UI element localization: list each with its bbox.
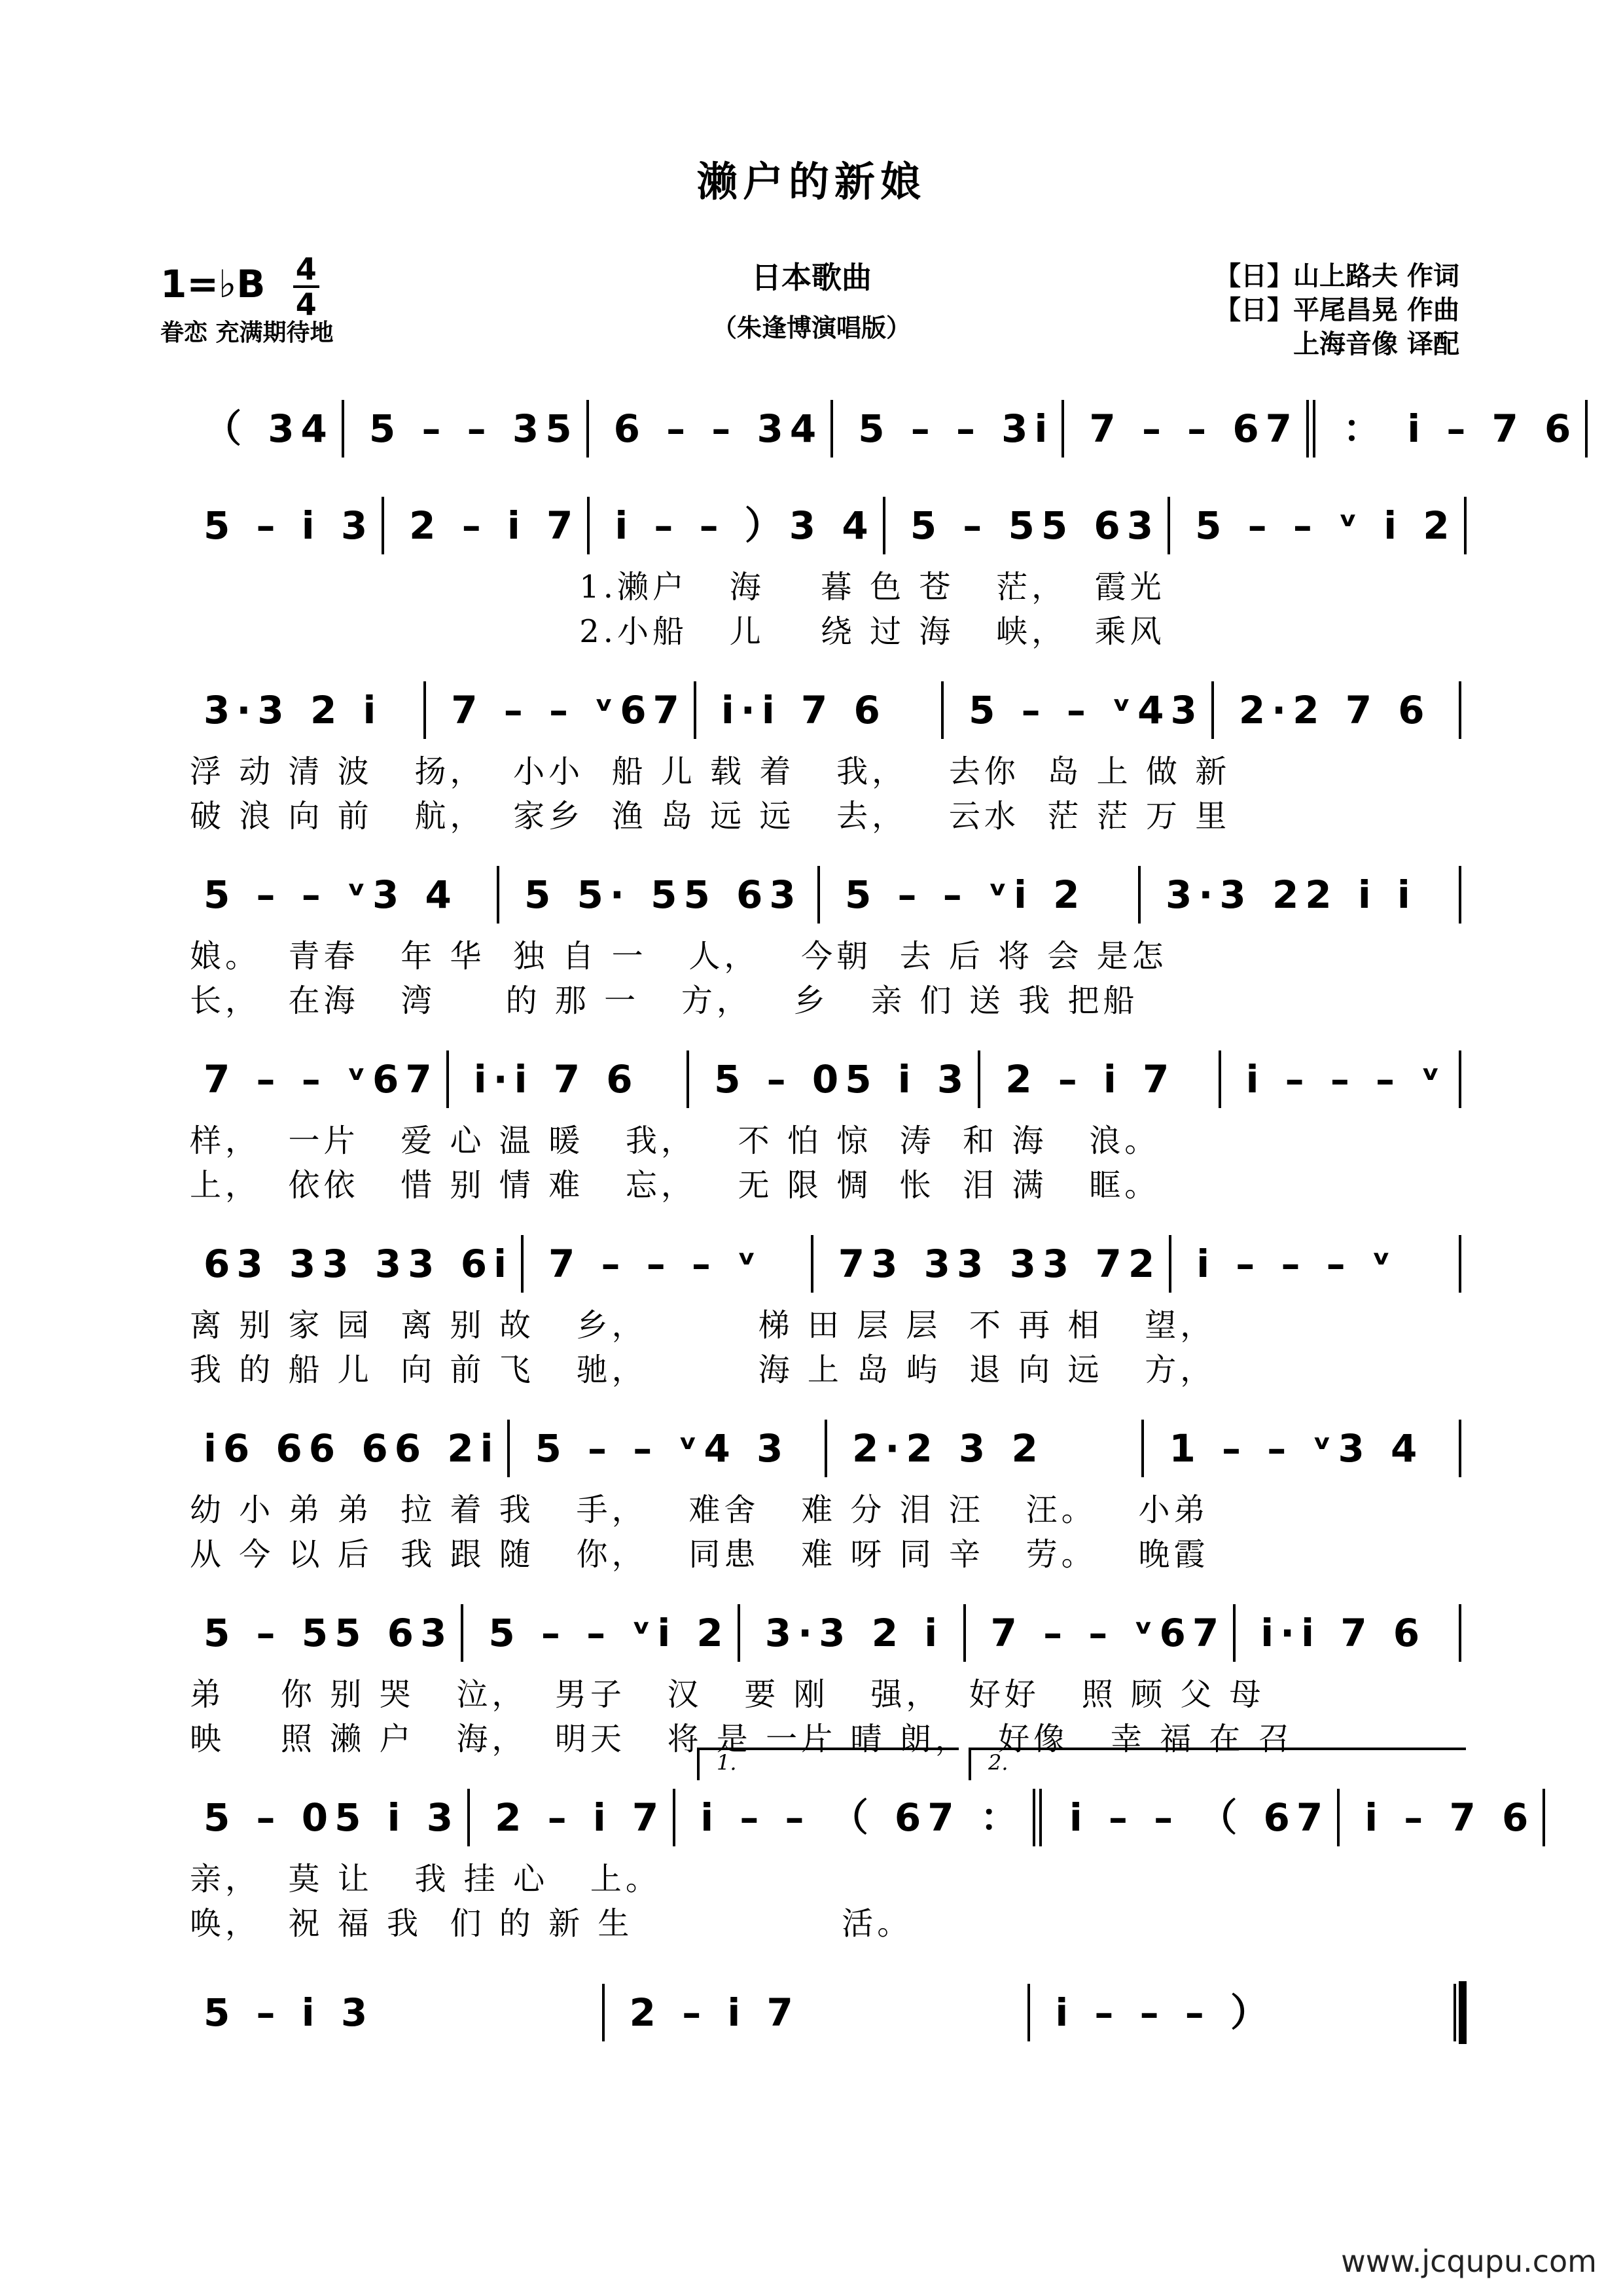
barline: [586, 400, 589, 457]
barline: [1033, 1789, 1035, 1846]
measure: 7 – – ᵛ67: [204, 1057, 438, 1102]
barline: [467, 1789, 470, 1846]
barline: [673, 1789, 675, 1846]
barline: [1219, 1050, 1221, 1108]
measure: 1 – – ᵛ3 4: [1169, 1426, 1424, 1471]
lyric-verse-2: 映 照 濑 户 海， 明天 将 是 一片 晴 朗， 好像 幸 福 在 召: [190, 1721, 1294, 1757]
barline: [817, 866, 820, 924]
measure: 5 – – ᵛ i 2: [1195, 503, 1456, 548]
measure: i·i 7 6: [473, 1057, 639, 1102]
measure: 2 – i 7: [629, 1990, 800, 2035]
measure: 5 – – ᵛi 2: [845, 872, 1086, 917]
measure: 73 33 33 72: [838, 1242, 1162, 1286]
measure: i – 7 6: [1364, 1795, 1535, 1840]
measure: 5 – – 35: [368, 406, 579, 451]
lyric-verse-1: 样， 一片 爱 心 温 暖 我， 不 怕 惊 涛 和 海 浪。: [190, 1122, 1160, 1159]
measure: 5 5· 55 63: [524, 872, 802, 917]
meter-bottom: 4: [295, 287, 317, 322]
measure: i – – – ᵛ: [1196, 1242, 1397, 1286]
barline: [423, 681, 426, 739]
barline: [382, 497, 384, 554]
staff-row: [187, 1050, 1469, 1109]
measure: 7 – – 67: [1089, 406, 1299, 451]
barline: [1306, 400, 1309, 457]
barline: [497, 866, 499, 924]
measure: 2 – i 7: [1005, 1057, 1176, 1102]
measure: 3·3 2 i: [764, 1611, 944, 1655]
lyricist-credit: 【日】山上路夫 作词: [1215, 260, 1459, 291]
lyric-verse-1: 亲， 莫 让 我 挂 心 上。: [190, 1861, 661, 1897]
lyric-verse-2: 长， 在海 湾 的 那 一 方， 乡 亲 们 送 我 把船: [190, 982, 1139, 1019]
song-origin: 日本歌曲: [751, 260, 872, 295]
barline: [830, 400, 833, 457]
barline: [1141, 1420, 1144, 1477]
staff-row: [187, 865, 1469, 924]
barline: [1459, 1604, 1461, 1662]
barline: [521, 1235, 524, 1293]
meter-top: 4: [295, 251, 317, 287]
measure: 7 – – ᵛ67: [990, 1611, 1226, 1655]
staff-row: [187, 496, 1469, 555]
measure: 7 – – – ᵛ: [548, 1242, 763, 1286]
measure: 63 33 33 6i: [204, 1242, 513, 1286]
measure: i – – （ 67: [1069, 1795, 1330, 1840]
lyric-verse-2: 2.小船 儿 绕 过 海 峡， 乘风: [190, 613, 1166, 650]
measure: i – – （ 67 ：: [700, 1795, 1025, 1840]
barline: [1585, 400, 1588, 457]
measure: 2 – i 7: [495, 1795, 666, 1840]
measure: i – – – ）: [1055, 1990, 1275, 2035]
measure: 5 – – ᵛ43: [969, 688, 1204, 732]
barline: [602, 1984, 605, 2041]
key-label: 1=♭B: [160, 262, 266, 307]
barline: [507, 1420, 510, 1477]
staff-row: [187, 1983, 1469, 2042]
measure: 7 – – ᵛ67: [451, 688, 686, 732]
barline: [1061, 400, 1064, 457]
measure: 2 – i 7: [409, 503, 580, 548]
measure: 5 – – ᵛi 2: [488, 1611, 730, 1655]
measure: 5 – 05 i 3: [714, 1057, 971, 1102]
measure: i·i 7 6: [721, 688, 887, 732]
barline: [941, 681, 944, 739]
measure: 2·2 7 6: [1238, 688, 1431, 732]
barline: [883, 497, 885, 554]
barline: [1233, 1604, 1236, 1662]
measure: 5 – i 3: [204, 1990, 374, 2035]
measure: 6 – – 34: [613, 406, 823, 451]
barline: [738, 1604, 740, 1662]
staff-row: [187, 681, 1469, 740]
measure: 5 – – ᵛ3 4: [204, 872, 458, 917]
staff-row: [187, 399, 1578, 458]
barline: [963, 1604, 966, 1662]
barline: [1459, 866, 1461, 924]
staff-row: [187, 1788, 1535, 1847]
barline: [694, 681, 696, 739]
lyric-verse-1: 浮 动 清 波 扬， 小小 船 儿 载 着 我， 去你 岛 上 做 新: [190, 753, 1231, 790]
barline: [1543, 1789, 1545, 1846]
measure: 5 – 05 i 3: [204, 1795, 460, 1840]
measure: 5 – 55 63: [910, 503, 1160, 548]
lyric-verse-1: 离 别 家 园 离 别 故 乡， 梯 田 层 层 不 再 相 望，: [190, 1307, 1216, 1344]
measure: ： i – 7 6: [1343, 406, 1578, 451]
barline: [1459, 681, 1461, 739]
barline: [1169, 1235, 1171, 1293]
staff-row: [187, 1604, 1469, 1662]
version-note: （朱逢博演唱版）: [711, 313, 911, 342]
lyric-verse-2: 从 今 以 后 我 跟 随 你， 同患 难 呀 同 辛 劳。 晚霞: [190, 1536, 1209, 1573]
barline: [587, 497, 590, 554]
barline: [1337, 1789, 1340, 1846]
barline: [1211, 681, 1214, 739]
translator-credit: 上海音像 译配: [1293, 329, 1459, 359]
volta-bracket: 1.: [697, 1748, 959, 1780]
lyric-verse-1: 弟 你 别 哭 泣， 男子 汉 要 刚 强， 好好 照 顾 父 母: [190, 1676, 1265, 1713]
lyric-verse-1: 娘。 青春 年 华 独 自 一 人， 今朝 去 后 将 会 是怎: [190, 938, 1168, 975]
tempo-marking: 眷恋 充满期待地: [160, 319, 334, 346]
barline: [461, 1604, 463, 1662]
composer-credit: 【日】平尾昌晃 作曲: [1215, 295, 1459, 325]
barline: [1459, 1420, 1461, 1477]
lyric-verse-1: 幼 小 弟 弟 拉 着 我 手， 难舍 难 分 泪 汪 汪。 小弟: [190, 1492, 1209, 1528]
measure: （ 34: [204, 406, 334, 451]
barline: [825, 1420, 827, 1477]
measure: i·i 7 6: [1260, 1611, 1427, 1655]
barline: [446, 1050, 449, 1108]
measure: 5 – i 3: [204, 503, 374, 548]
volta-bracket: 2.: [969, 1748, 1466, 1780]
staff-row: [187, 1419, 1469, 1478]
lyric-verse-2: 我 的 船 儿 向 前 飞 驰， 海 上 岛 屿 退 向 远 方，: [190, 1352, 1216, 1388]
measure: i6 66 66 2i: [204, 1426, 500, 1471]
measure: 5 – – 3i: [858, 406, 1054, 451]
song-title: 濑户的新娘: [696, 158, 926, 206]
barline: [1459, 1050, 1461, 1108]
lyric-verse-1: 1.濑户 海 暮 色 苍 茫， 霞光: [190, 569, 1166, 605]
measure: 2·2 3 2: [851, 1426, 1044, 1471]
lyric-verse-2: 上， 依依 惜 别 情 难 忘， 无 限 惆 怅 泪 满 眶。: [190, 1167, 1160, 1204]
measure: 5 – 55 63: [204, 1611, 454, 1655]
measure: 3·3 2 i: [204, 688, 383, 732]
measure: 3·3 22 i i: [1166, 872, 1417, 917]
measure: 5 – – ᵛ4 3: [535, 1426, 790, 1471]
barline: [1464, 497, 1467, 554]
lyric-verse-2: 破 浪 向 前 航， 家乡 渔 岛 远 远 去， 云水 茫 茫 万 里: [190, 798, 1231, 834]
barline: [978, 1050, 980, 1108]
watermark: www.jcqupu.com: [1341, 2244, 1597, 2279]
barline: [1138, 866, 1141, 924]
barline: [342, 400, 344, 457]
measure: i – – – ᵛ: [1245, 1057, 1447, 1102]
staff-row: [187, 1234, 1469, 1293]
barline: [1459, 1235, 1461, 1293]
barline: [811, 1235, 813, 1293]
barline: [687, 1050, 689, 1108]
barline: [1454, 1984, 1456, 2041]
barline: [1168, 497, 1170, 554]
lyric-verse-2: 唤， 祝 福 我 们 的 新 生 活。: [190, 1905, 913, 1942]
measure: i – – ）3 4: [615, 503, 875, 548]
barline: [1027, 1984, 1030, 2041]
